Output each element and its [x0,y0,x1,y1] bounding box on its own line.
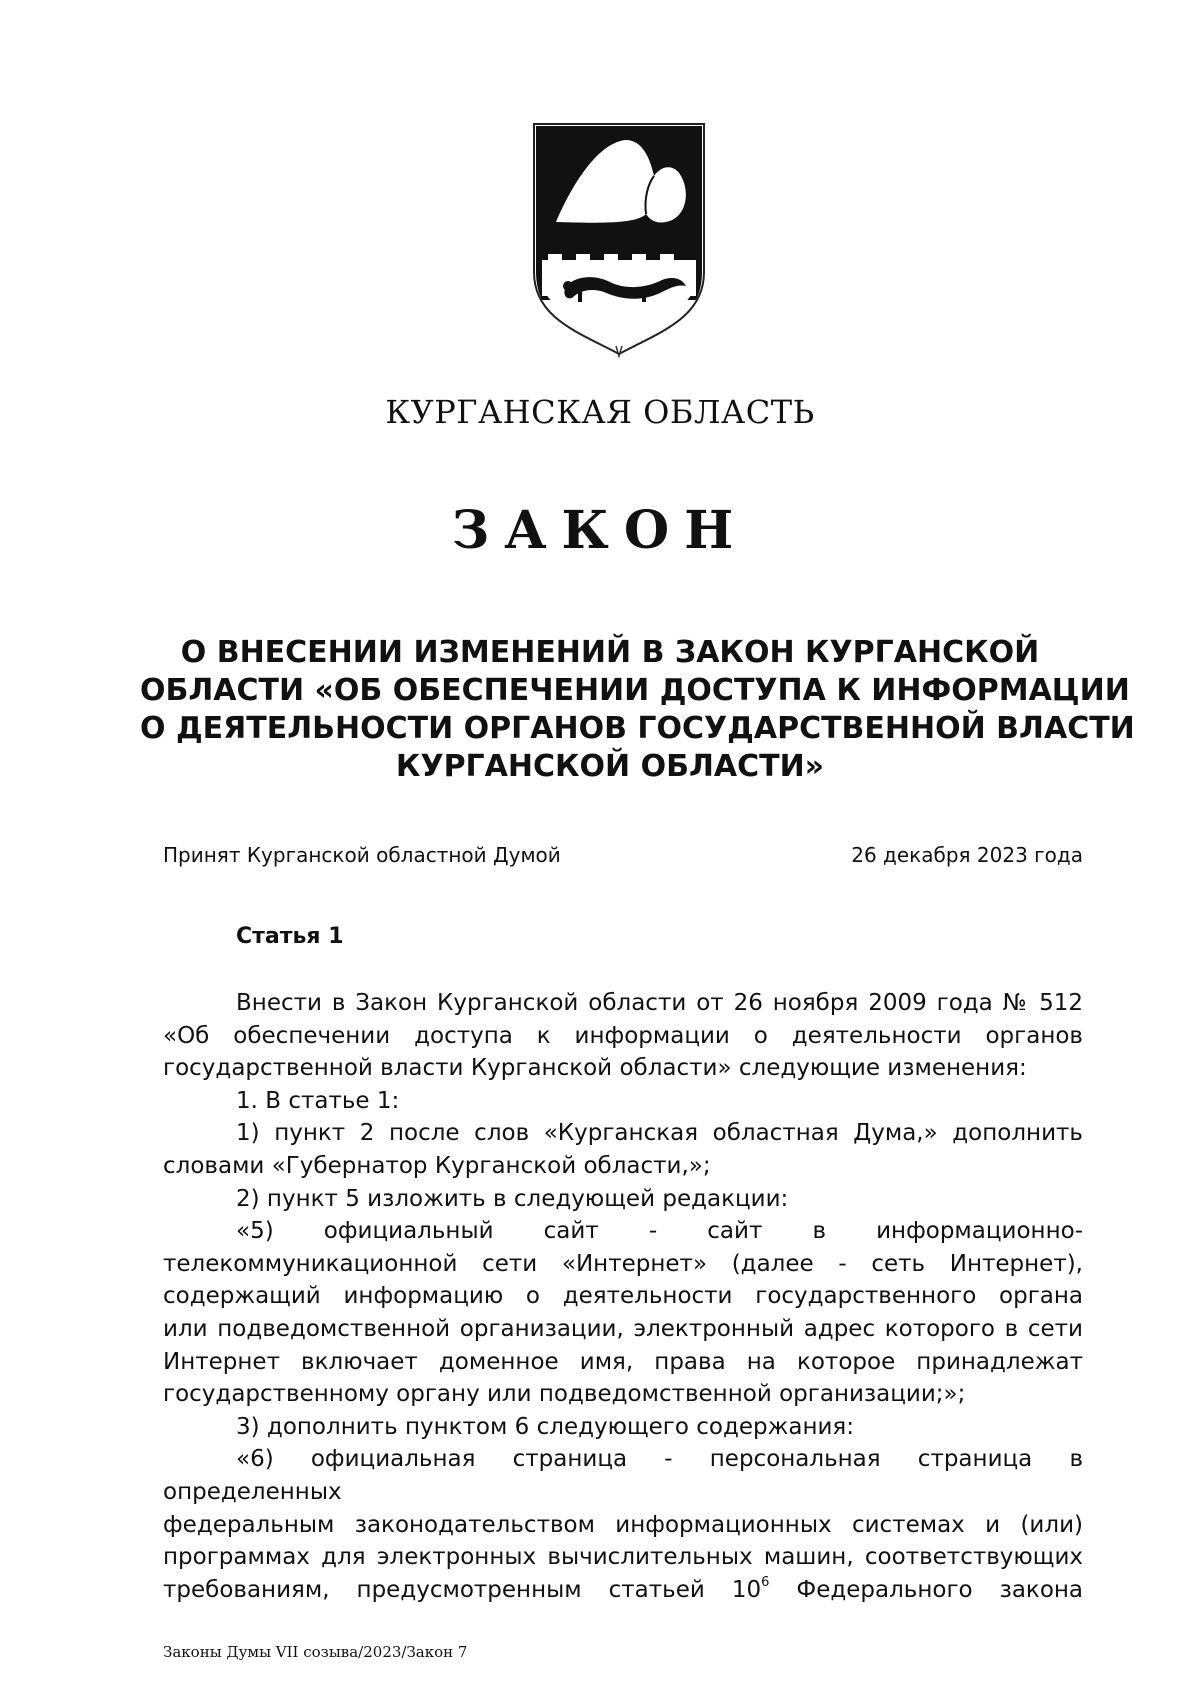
body-line: 3) дополнить пунктом 6 следующего содержания: [236,1413,855,1440]
coat-of-arms-icon [530,122,708,358]
adoption-label: Принят Курганской областной Думой [163,843,561,867]
body-line: Интернет включает доменное имя, права на которое принадлежат [163,1348,1083,1375]
body-line: Внести в Закон Курганской области от 26 ноября 2009 года № 512 [236,990,1083,1016]
body-line: федеральным законодательством информационных системах и (или) [163,1511,1083,1538]
body-line: программах для электронных вычислительных машин, соответствующих [163,1544,1083,1571]
region-name: КУРГАНСКАЯ ОБЛАСТЬ [385,393,815,431]
article-heading: Статья 1 [236,924,344,949]
body-line: или подведомственной организации, электронный адрес которого в сети [163,1315,1083,1342]
law-title [140,634,1135,786]
adoption-date: 26 декабря 2023 года [851,843,1083,867]
law-title-line: О ВНЕСЕНИИ ИЗМЕНЕНИЙ В ЗАКОН КУРГАНСКОЙ [180,635,1040,670]
law-title-line: КУРГАНСКОЙ ОБЛАСТИ» [395,749,825,784]
body-line: государственному органу или подведомственной организации;»; [163,1381,966,1408]
body-line: содержащий информацию о деятельности государственного органа [163,1283,1083,1310]
body-line: телекоммуникационной сети «Интернет» (далее - сеть Интернет), [163,1250,1083,1277]
body-line: 1) пункт 2 после слов «Курганская областная Дума,» дополнить [236,1120,1083,1147]
document-type: ЗАКОН [451,500,749,561]
body-line: «6) официальная страница - персональная страница в определенных [163,1446,1083,1505]
body-line: 2) пункт 5 изложить в следующей редакции: [236,1185,789,1212]
article-body [163,987,1083,1606]
footer-reference: Законы Думы VII созыва/2023/Закон 7 [163,1643,468,1661]
body-line: «Об обеспечении доступа к информации о деятельности органов [163,1022,1083,1049]
body-line: словами «Губернатор Курганской области,»; [163,1152,711,1179]
superscript: 6 [761,1574,770,1590]
law-title-line: О ДЕЯТЕЛЬНОСТИ ОРГАНОВ ГОСУДАРСТВЕННОЙ ВЛАСТИ [140,711,1135,746]
law-title-line: ОБЛАСТИ «ОБ ОБЕСПЕЧЕНИИ ДОСТУПА К ИНФОРМАЦИИ [140,673,1130,708]
body-line: 1. В статье 1: [236,1087,400,1114]
body-line: требованиям, предусмотренным статьей $10^6$ Федерального закона [163,1574,1084,1603]
body-line: государственной власти Курганской области» следующие изменения: [163,1055,1027,1082]
body-line: «5) официальный сайт - сайт в информационно- [236,1218,1083,1245]
